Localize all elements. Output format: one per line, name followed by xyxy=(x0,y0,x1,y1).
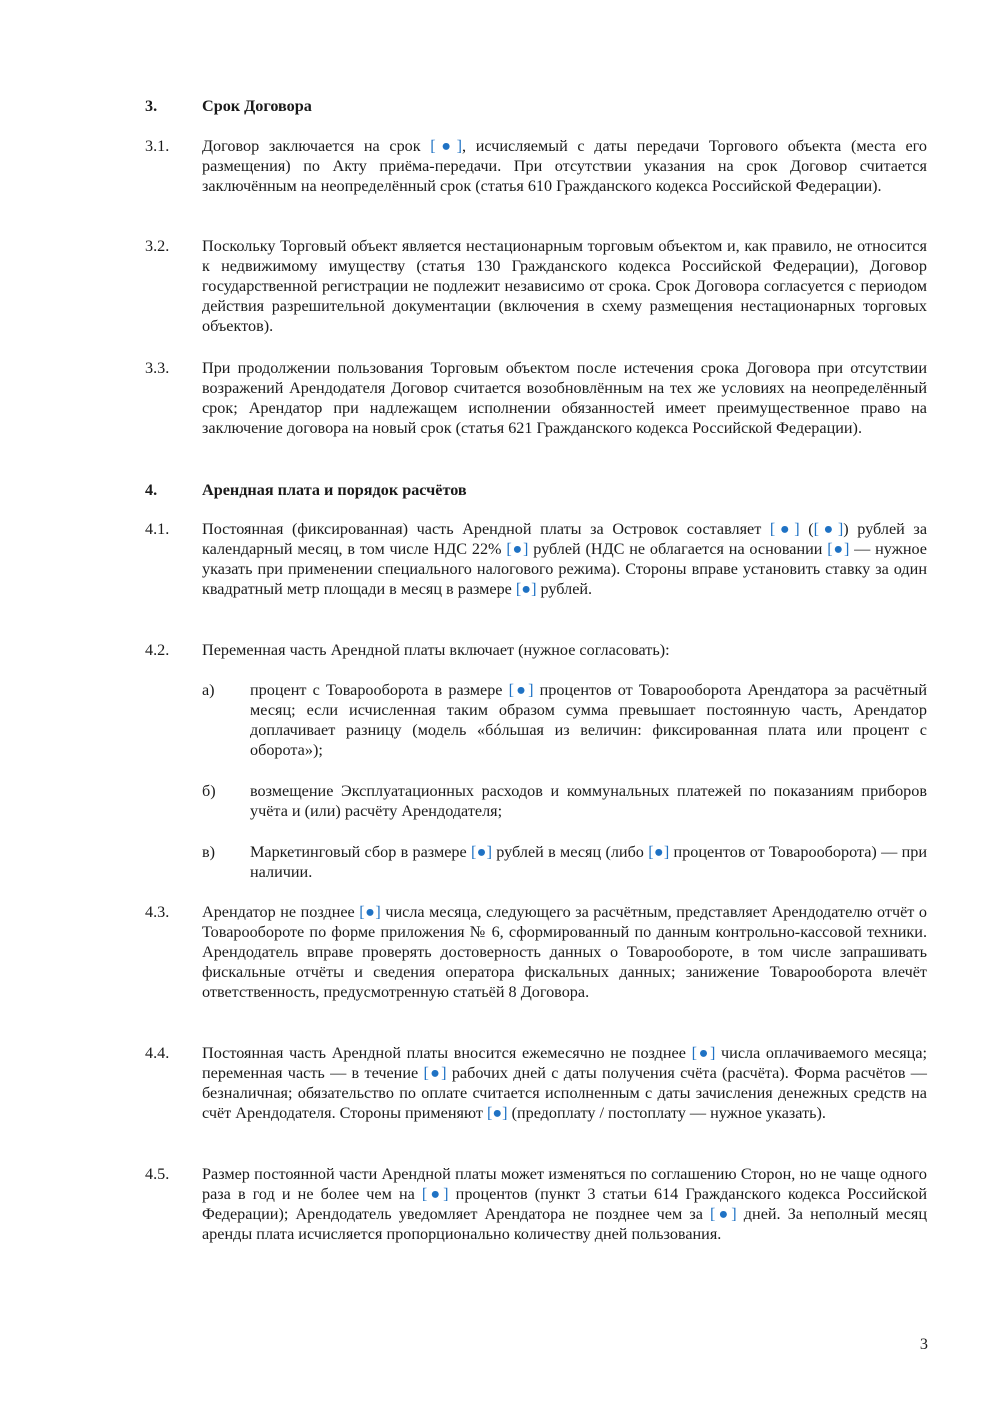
text-fragment: рублей (НДС не облагается на основании xyxy=(528,540,828,558)
clause-text xyxy=(202,236,927,336)
subclause-letter: б) xyxy=(202,782,216,800)
text-fragment: Договор заключается на срок xyxy=(202,137,431,155)
text-fragment: рабочих дней с даты получения счёта (расчёта). Форма расчётов — безналичная; обязательство по оплате считается исполненным с даты зачисления денежных средств на счёт Арендодателя. Стороны применяют xyxy=(202,1064,927,1122)
text-fragment: При продолжении пользования Торговым объектом после истечения срока Договора при отсутствии возражений Арендодателя Договор считается возобновлённым на тех же условиях на неопределённый срок; Арендатор при надлежащем исполнении обязанностей имеет преимущественное право на заключение договора на новый срок (статья 621 Гражданского кодекса Российской Федерации). xyxy=(202,359,927,437)
subclause-letter: в) xyxy=(202,843,216,861)
text-fragment: Постоянная (фиксированная) часть Арендной платы за Островок составляет xyxy=(202,520,770,538)
clause-text xyxy=(202,358,927,438)
text-fragment: ) рублей за календарный месяц, в том числе НДС 22% xyxy=(202,520,927,558)
placeholder-field: [●] xyxy=(423,1064,447,1082)
clause-number: 3.1. xyxy=(145,137,170,155)
text-fragment: рублей. xyxy=(536,580,593,598)
clause-4-2 xyxy=(145,640,927,660)
placeholder-field: [●] xyxy=(486,1104,508,1122)
clause-3-3 xyxy=(145,358,927,438)
text-fragment: ( xyxy=(799,520,814,538)
placeholder-field: [●] xyxy=(421,1185,449,1203)
subclause-text xyxy=(250,680,927,760)
clause-4-5 xyxy=(145,1164,927,1244)
text-fragment: числа оплачиваемого месяца; переменная часть — в течение xyxy=(202,1044,928,1082)
clause-text xyxy=(202,519,927,599)
clause-number: 3.3. xyxy=(145,359,170,377)
text-fragment: , исчисляемый с даты передачи Торгового объекта (места его размещения) по Акту приёма-передачи. При отсутствии указания на срок Договор считается заключённым на неопределённый срок (статья 610 Гражданского кодекса Российской Федерации). xyxy=(202,137,927,195)
clause-number: 4.1. xyxy=(145,520,170,538)
text-fragment: процентов от Товарооборота) — при наличии. xyxy=(250,843,927,881)
text-fragment: (предоплату / постоплату — нужное указать). xyxy=(507,1104,826,1122)
subclause-a xyxy=(202,680,927,760)
section-title: Арендная плата и порядок расчётов xyxy=(202,481,467,499)
section-number: 3. xyxy=(145,97,158,115)
clause-3-2 xyxy=(145,236,927,336)
subclause-c xyxy=(202,842,927,882)
placeholder-field: [●] xyxy=(508,681,534,699)
text-fragment: Поскольку Торговый объект является нестационарным торговым объектом и, как правило, не относится к недвижимому имуществу (статья 130 Гражданского кодекса Российской Федерации), Договор государственной регистрации не подлежит независимо от срока. Срок Договора согласуется с периодом действия разрешительной документации (включения в схему размещения нестационарных торговых объектов). xyxy=(202,237,927,335)
placeholder-field: [●] xyxy=(470,843,493,861)
text-fragment: дней. За неполный месяц аренды плата исчисляется пропорционально количеству дней пользования. xyxy=(202,1205,927,1243)
text-fragment: числа месяца, следующего за расчётным, представляет Арендодателю отчёт о Товарообороте по форме приложения № 6, сформированный по данным контрольно-кассовой техники. Арендодатель вправе проверять достоверность данных о Товарообороте, в том числе запрашивать фискальные отчёты и сведения оператора фискальных данных; занижение Товарооборота влечёт ответственность, предусмотренную статьёй 8 Договора. xyxy=(202,903,928,1001)
text-fragment: Размер постоянной части Арендной платы может изменяться по соглашению Сторон, но не чаще одного раза в год и не более чем на xyxy=(202,1165,927,1203)
clause-text xyxy=(202,136,927,196)
section-title: Срок Договора xyxy=(202,97,312,115)
clause-number: 4.5. xyxy=(145,1165,170,1183)
text-fragment: — нужное указать при применении специального налогового режима). Стороны вправе установить ставку за один квадратный метр площади в месяц в размере xyxy=(202,540,927,598)
clause-4-3 xyxy=(145,902,927,1002)
clause-4-4 xyxy=(145,1043,927,1123)
page-number: 3 xyxy=(919,1335,928,1353)
subclause-b xyxy=(202,781,927,821)
placeholder-field: [●] xyxy=(430,137,463,155)
placeholder-field: [●] xyxy=(813,520,844,538)
clause-number: 4.2. xyxy=(145,641,170,659)
text-fragment: рублей в месяц (либо xyxy=(492,843,649,861)
clause-3-1 xyxy=(145,136,927,196)
clause-text xyxy=(202,1043,927,1123)
clause-4-1 xyxy=(145,519,927,599)
placeholder-field: [●] xyxy=(648,843,670,861)
section-number: 4. xyxy=(145,481,158,499)
text-fragment: процентов от Товарооборота Арендатора за расчётный месяц; если исчисленная таким образом сумма превышает постоянную часть, Арендатор доплачивает разницу (модель «бóльшая из величин: фиксированная плата или процент с оборота»); xyxy=(250,681,927,759)
clause-text xyxy=(202,902,927,1002)
text-fragment: процентов (пункт 3 статьи 614 Гражданского кодекса Российской Федерации); Арендодатель уведомляет Арендатора не позднее чем за xyxy=(202,1185,927,1223)
text-fragment: возмещение Эксплуатационных расходов и коммунальных платежей по показаниям приборов учёта и (или) расчёту Арендодателя; xyxy=(250,782,927,820)
subclause-text xyxy=(250,781,927,821)
placeholder-field: [●] xyxy=(359,903,381,921)
clause-number: 4.3. xyxy=(145,903,170,921)
text-fragment: Переменная часть Арендной платы включает (нужное согласовать): xyxy=(202,641,670,659)
subclause-letter: а) xyxy=(202,681,215,699)
placeholder-field: [●] xyxy=(515,580,537,598)
clause-number: 3.2. xyxy=(145,237,170,255)
placeholder-field: [●] xyxy=(827,540,850,558)
text-fragment: Постоянная часть Арендной платы вносится ежемесячно не позднее xyxy=(202,1044,692,1062)
subclause-text xyxy=(250,842,927,882)
clause-text xyxy=(202,1164,927,1244)
placeholder-field: [●] xyxy=(506,540,529,558)
clause-text xyxy=(202,640,927,660)
placeholder-field: [●] xyxy=(710,1205,737,1223)
text-fragment: Арендатор не позднее xyxy=(202,903,360,921)
placeholder-field: [●] xyxy=(691,1044,716,1062)
text-fragment: Маркетинговый сбор в размере xyxy=(250,843,471,861)
clause-number: 4.4. xyxy=(145,1044,170,1062)
text-fragment: процент с Товарооборота в размере xyxy=(250,681,509,699)
placeholder-field: [●] xyxy=(769,520,800,538)
